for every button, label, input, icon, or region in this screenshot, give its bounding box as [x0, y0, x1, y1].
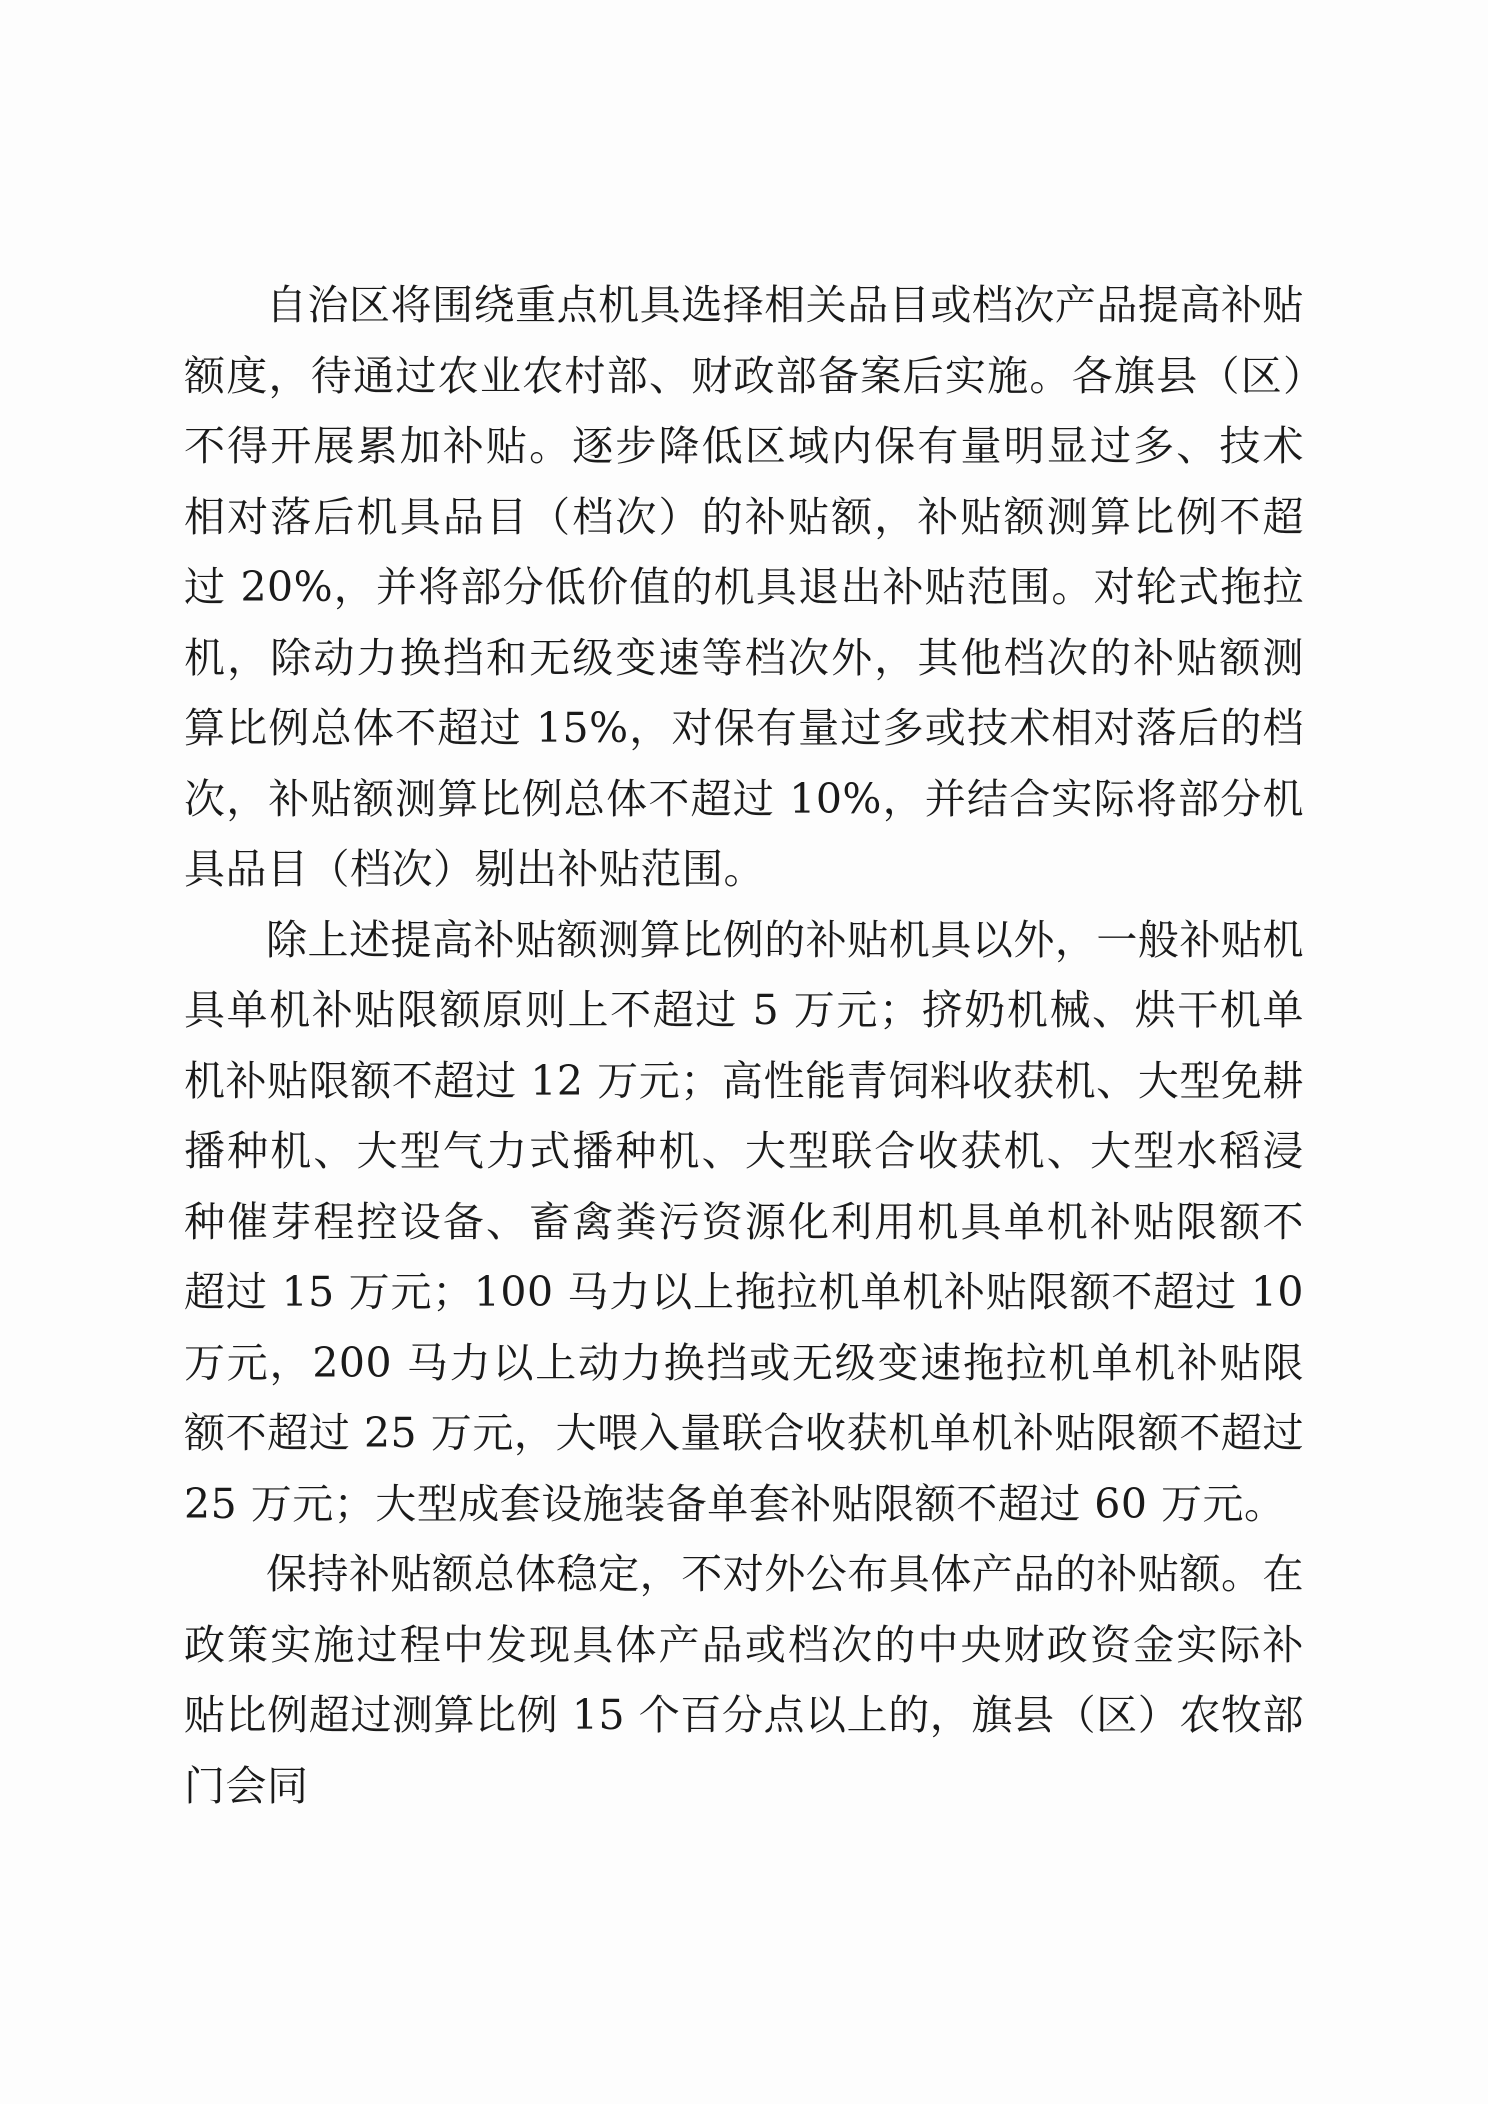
paragraph-subsidy-limits: 除上述提高补贴额测算比例的补贴机具以外，一般补贴机具单机补贴限额原则上不超过 5 万元；挤奶机械、烘干机单机补贴限额不超过 12 万元；高性能青饲料收获机、大型免耕播种机、大型气力式播种机、大型联合收获机、大型水稻浸种催芽程控设备、畜禽粪污资源化利用机具单机补贴限额不超过 15 万元；100 马力以上拖拉机单机补贴限额不超过 10 万元，200 马力以上动力换挡或无级变速拖拉机单机补贴限额不超过 25 万元，大喂入量联合收获机单机补贴限额不超过 25 万元；大型成套设施装备单套补贴限额不超过 60 万元。	[184, 915, 1304, 1528]
paragraph-subsidy-ratio: 自治区将围绕重点机具选择相关品目或档次产品提高补贴额度，待通过农业农村部、财政部备案后实施。各旗县（区）不得开展累加补贴。逐步降低区域内保有量明显过多、技术相对落后机具品目（档次）的补贴额，补贴额测算比例不超过 20%，并将部分低价值的机具退出补贴范围。对轮式拖拉机，除动力换挡和无级变速等档次外，其他档次的补贴额测算比例总体不超过 15%，对保有量过多或技术相对落后的档次，补贴额测算比例总体不超过 10%，并结合实际将部分机具品目（档次）剔出补贴范围。	[184, 281, 1304, 893]
paragraph-subsidy-stability: 保持补贴额总体稳定，不对外公布具体产品的补贴额。在政策实施过程中发现具体产品或档次的中央财政资金实际补贴比例超过测算比例 15 个百分点以上的，旗县（区）农牧部门会同	[184, 1550, 1304, 1810]
document-body	[184, 270, 1304, 1821]
